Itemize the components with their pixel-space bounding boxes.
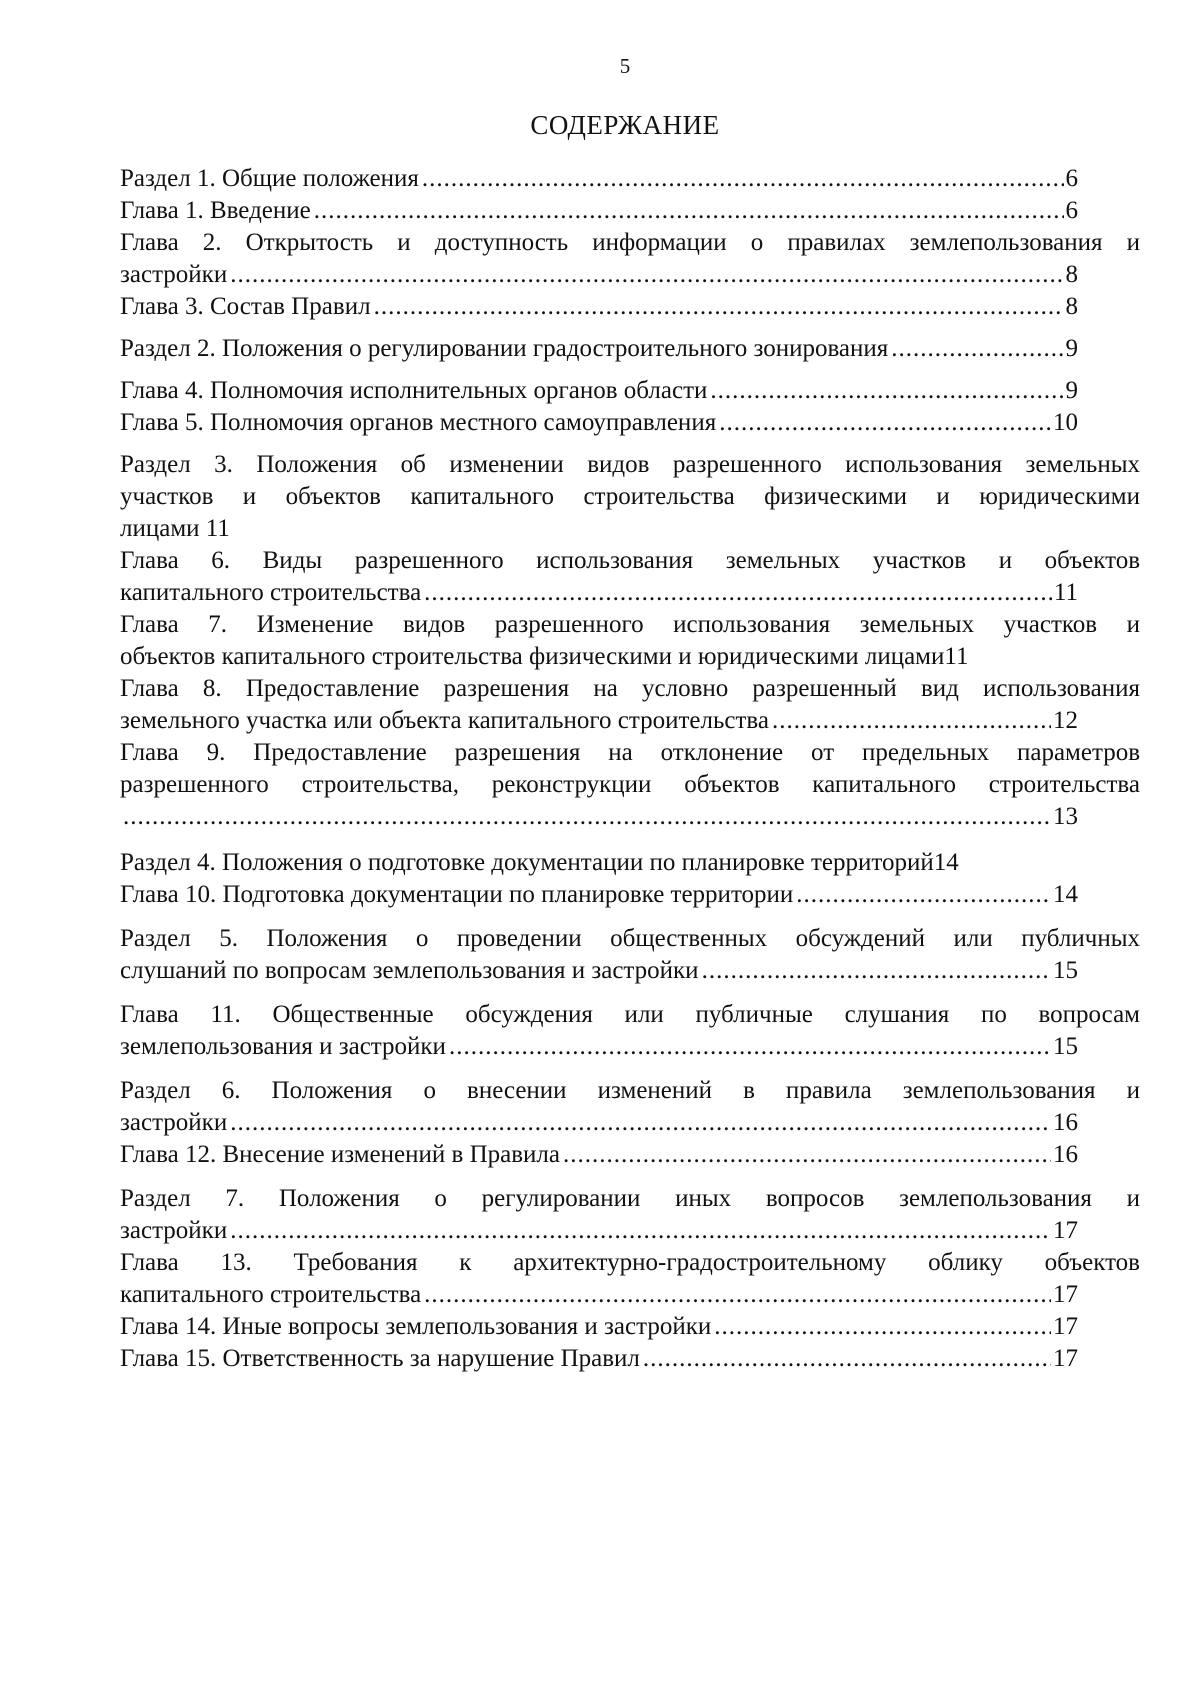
toc-title: СОДЕРЖАНИЕ <box>530 110 720 140</box>
toc-entry-page: 11 <box>1053 579 1078 606</box>
toc-entry-page: 16 <box>1053 1141 1078 1168</box>
toc-entry-text-cont: застройки <box>120 1217 228 1244</box>
toc-entry-chapter-15[interactable] <box>120 1343 1140 1375</box>
dot-leader <box>424 1279 1051 1311</box>
dot-leader <box>563 1139 1051 1171</box>
toc-entry-text: Глава 4. Полномочия исполнительных органов области <box>120 377 708 404</box>
dot-leader <box>374 291 1064 323</box>
toc-entry-chapter-5[interactable] <box>120 407 1140 439</box>
toc-entry-page: 17 <box>1053 1345 1078 1372</box>
toc-entry-text: Глава 11. Общественные обсуждения или публичные слушания по вопросам <box>120 1001 1140 1028</box>
toc-entry-chapter-1[interactable] <box>120 195 1140 227</box>
toc-entry-text-cont: лицами <box>120 515 200 542</box>
dot-leader <box>230 1107 1051 1139</box>
dot-leader <box>702 955 1051 987</box>
dot-leader <box>230 1215 1051 1247</box>
toc-entry-chapter-4[interactable] <box>120 375 1140 407</box>
toc-entry-section-4[interactable] <box>120 847 1140 879</box>
toc-entry-section-3[interactable] <box>120 449 1140 545</box>
toc-entry-text: Раздел 1. Общие положения <box>120 165 419 192</box>
toc-entry-text-2: разрешенного строительства, реконструкции объектов капитального строительства <box>120 771 1140 798</box>
toc-entry-text-cont: застройки <box>120 261 228 288</box>
toc-entry-section-6[interactable] <box>120 1075 1140 1139</box>
toc-entry-page: 13 <box>1053 803 1078 830</box>
toc-entry-text: Глава 3. Состав Правил <box>120 293 371 320</box>
toc-entry-chapter-7[interactable] <box>120 609 1140 673</box>
dot-leader <box>449 1031 1051 1063</box>
dot-leader <box>796 879 1051 911</box>
dot-leader <box>643 1343 1051 1375</box>
toc-entry-text: Раздел 4. Положения о подготовке документации по планировке территорий <box>120 849 934 876</box>
toc-entry-text-cont: застройки <box>120 1109 228 1136</box>
toc-entry-text-cont: капитального строительства <box>120 1281 422 1308</box>
dot-leader <box>714 1311 1051 1343</box>
toc-entry-text-cont: слушаний по вопросам землепользования и застройки <box>120 957 699 984</box>
toc-entry-text: Раздел 7. Положения о регулировании иных вопросов землепользования и <box>120 1185 1140 1212</box>
toc-entry-chapter-10[interactable] <box>120 879 1140 911</box>
toc-entry-text: Раздел 5. Положения о проведении общественных обсуждений или публичных <box>120 925 1140 952</box>
toc-entry-text-2: участков и объектов капитального строительства физическими и юридическими <box>120 483 1140 510</box>
toc-entry-page: 11 <box>944 643 969 670</box>
table-of-contents <box>120 163 1140 1375</box>
toc-entry-section-5[interactable] <box>120 923 1140 987</box>
toc-entry-text: Глава 13. Требования к архитектурно-градостроительному облику объектов <box>120 1249 1140 1276</box>
toc-entry-text-cont: землепользования и застройки <box>120 1033 446 1060</box>
toc-entry-text: Глава 9. Предоставление разрешения на отклонение от предельных параметров <box>120 739 1140 766</box>
toc-entry-chapter-14[interactable] <box>120 1311 1140 1343</box>
toc-entry-text: Раздел 2. Положения о регулировании градостроительного зонирования <box>120 335 889 362</box>
toc-entry-text: Глава 2. Открытость и доступность информации о правилах землепользования и <box>120 229 1140 256</box>
dot-leader <box>772 705 1051 737</box>
toc-entry-page: 12 <box>1053 707 1078 734</box>
toc-entry-page: 17 <box>1053 1281 1078 1308</box>
dot-leader <box>424 577 1052 609</box>
toc-entry-page: 17 <box>1053 1313 1078 1340</box>
dot-leader <box>891 333 1063 365</box>
toc-entry-section-7[interactable] <box>120 1183 1140 1247</box>
toc-entry-section-2[interactable] <box>120 333 1140 365</box>
page-number: 5 <box>619 54 631 78</box>
toc-entry-page: 9 <box>1065 377 1078 404</box>
toc-entry-page: 15 <box>1053 1033 1078 1060</box>
toc-entry-page: 6 <box>1065 165 1078 192</box>
toc-entry-text: Глава 7. Изменение видов разрешенного использования земельных участков и <box>120 611 1140 638</box>
toc-entry-text-cont: капитального строительства <box>120 579 422 606</box>
toc-entry-chapter-3[interactable] <box>120 291 1140 323</box>
toc-entry-page: 6 <box>1065 197 1078 224</box>
toc-entry-chapter-6[interactable] <box>120 545 1140 609</box>
toc-entry-text: Глава 8. Предоставление разрешения на условно разрешенный вид использования <box>120 675 1140 702</box>
dot-leader <box>719 407 1051 439</box>
toc-entry-page: 11 <box>205 515 230 542</box>
dot-leader <box>710 375 1063 407</box>
dot-leader <box>422 163 1064 195</box>
toc-entry-text: Раздел 3. Положения об изменении видов разрешенного использования земельных <box>120 451 1140 478</box>
toc-entry-page: 15 <box>1053 957 1078 984</box>
toc-entry-text: Глава 1. Введение <box>120 197 311 224</box>
dot-leader <box>123 801 1051 833</box>
toc-entry-page: 8 <box>1065 261 1078 288</box>
toc-entry-chapter-8[interactable] <box>120 673 1140 737</box>
dot-leader <box>230 259 1063 291</box>
toc-entry-text: Глава 12. Внесение изменений в Правила <box>120 1141 560 1168</box>
toc-entry-page: 17 <box>1053 1217 1078 1244</box>
toc-entry-page: 9 <box>1065 335 1078 362</box>
toc-entry-page: 14 <box>1053 881 1078 908</box>
toc-entry-text: Раздел 6. Положения о внесении изменений в правила землепользования и <box>120 1077 1140 1104</box>
toc-entry-chapter-9[interactable] <box>120 737 1140 833</box>
toc-entry-section-1[interactable] <box>120 163 1140 195</box>
toc-entry-page: 16 <box>1053 1109 1078 1136</box>
toc-entry-chapter-2[interactable] <box>120 227 1140 291</box>
toc-entry-text: Глава 15. Ответственность за нарушение Правил <box>120 1345 640 1372</box>
toc-entry-text-cont: объектов капитального строительства физическими и юридическими лицами <box>120 643 945 670</box>
toc-entry-text: Глава 5. Полномочия органов местного самоуправления <box>120 409 717 436</box>
dot-leader <box>314 195 1064 227</box>
toc-entry-page: 8 <box>1065 293 1078 320</box>
toc-entry-chapter-12[interactable] <box>120 1139 1140 1171</box>
toc-entry-text: Глава 6. Виды разрешенного использования земельных участков и объектов <box>120 547 1140 574</box>
toc-entry-chapter-11[interactable] <box>120 999 1140 1063</box>
toc-entry-text: Глава 14. Иные вопросы землепользования и застройки <box>120 1313 712 1340</box>
toc-entry-chapter-13[interactable] <box>120 1247 1140 1311</box>
toc-entry-text: Глава 10. Подготовка документации по планировке территории <box>120 881 794 908</box>
toc-entry-page: 14 <box>933 849 959 876</box>
toc-entry-text-cont: земельного участка или объекта капитального строительства <box>120 707 769 734</box>
toc-entry-page: 10 <box>1053 409 1078 436</box>
